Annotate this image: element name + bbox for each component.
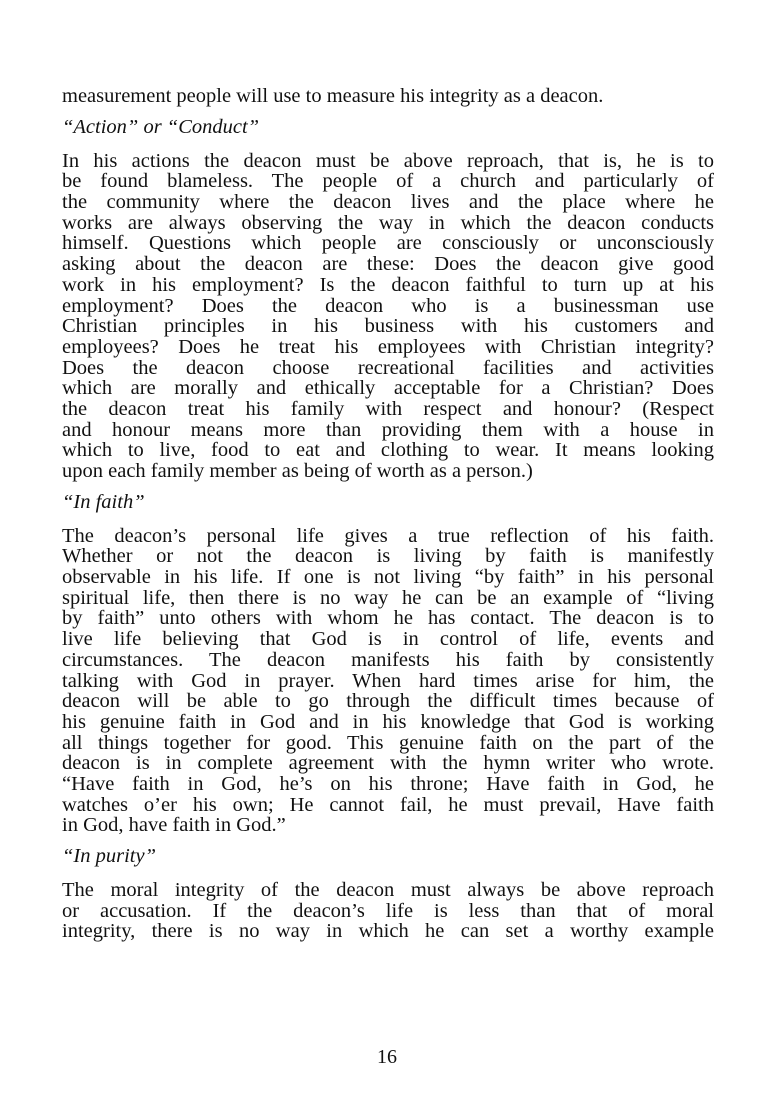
text-line: all things together for good. This genuine faith on the part of the xyxy=(62,731,714,754)
text-line: deacon is in complete agreement with the hymn writer who wrote. xyxy=(62,752,714,775)
text-line: upon each family member as being of worth as a person.) xyxy=(62,460,533,482)
text-line: watches o’er his own; He cannot fail, he must prevail, Have faith xyxy=(62,793,714,816)
section-heading: “Action” or “Conduct” xyxy=(62,115,260,138)
text-line: The moral integrity of the deacon must always be above reproach xyxy=(62,879,714,901)
text-line: the deacon treat his family with respect and honour? (Respect xyxy=(62,397,714,420)
intro-line: measurement people will use to measure his integrity as a deacon. xyxy=(62,85,604,107)
text-line: integrity, there is no way in which he can set a worthy example xyxy=(62,920,714,943)
text-line: employment? Does the deacon who is a businessman use xyxy=(62,294,714,317)
document-page xyxy=(62,86,714,942)
text-line: his genuine faith in God and in his knowledge that God is working xyxy=(62,710,714,733)
text-line: which to live, food to eat and clothing to wear. It means looking xyxy=(62,439,714,462)
text-line: which are morally and ethically acceptable for a Christian? Does xyxy=(62,377,714,400)
text-line: Christian principles in his business with his customers and xyxy=(62,315,714,338)
text-line: circumstances. The deacon manifests his faith by consistently xyxy=(62,648,714,671)
text-line: Whether or not the deacon is living by faith is manifestly xyxy=(62,545,714,568)
text-line: The deacon’s personal life gives a true reflection of his faith. xyxy=(62,524,714,547)
text-line: work in his employment? Is the deacon faithful to turn up at his xyxy=(62,273,714,296)
section-heading: “In purity” xyxy=(62,845,156,867)
text-line: and honour means more than providing them with a house in xyxy=(62,418,714,441)
text-line: the community where the deacon lives and the place where he xyxy=(62,191,714,214)
text-line: Does the deacon choose recreational facilities and activities xyxy=(62,356,714,379)
text-line: live life believing that God is in control of life, events and xyxy=(62,628,714,651)
paragraph xyxy=(62,151,714,482)
paragraph xyxy=(62,880,714,942)
text-line: asking about the deacon are these: Does the deacon give good xyxy=(62,253,714,276)
text-line: by faith” unto others with whom he has contact. The deacon is to xyxy=(62,607,714,630)
text-line: employees? Does he treat his employees with Christian integrity? xyxy=(62,335,714,358)
text-line: himself. Questions which people are consciously or unconsciously xyxy=(62,232,714,255)
sections xyxy=(62,116,714,942)
text-line: be found blameless. The people of a church and particularly of xyxy=(62,170,714,193)
text-line: deacon will be able to go through the difficult times because of xyxy=(62,690,714,713)
text-line: In his actions the deacon must be above reproach, that is, he is to xyxy=(62,149,714,172)
text-line: or accusation. If the deacon’s life is less than that of moral xyxy=(62,899,714,922)
page-number: 16 xyxy=(377,1046,397,1068)
text-line: spiritual life, then there is no way he can be an example of “living xyxy=(62,586,714,609)
text-line: in God, have faith in God.” xyxy=(62,814,286,837)
text-line: works are always observing the way in which the deacon conducts xyxy=(62,211,714,234)
paragraph xyxy=(62,526,714,836)
text-line: talking with God in prayer. When hard times arise for him, the xyxy=(62,669,714,692)
text-line: observable in his life. If one is not living “by faith” in his personal xyxy=(62,566,714,589)
section-heading: “In faith” xyxy=(62,490,145,513)
text-line: “Have faith in God, he’s on his throne; Have faith in God, he xyxy=(62,772,714,795)
